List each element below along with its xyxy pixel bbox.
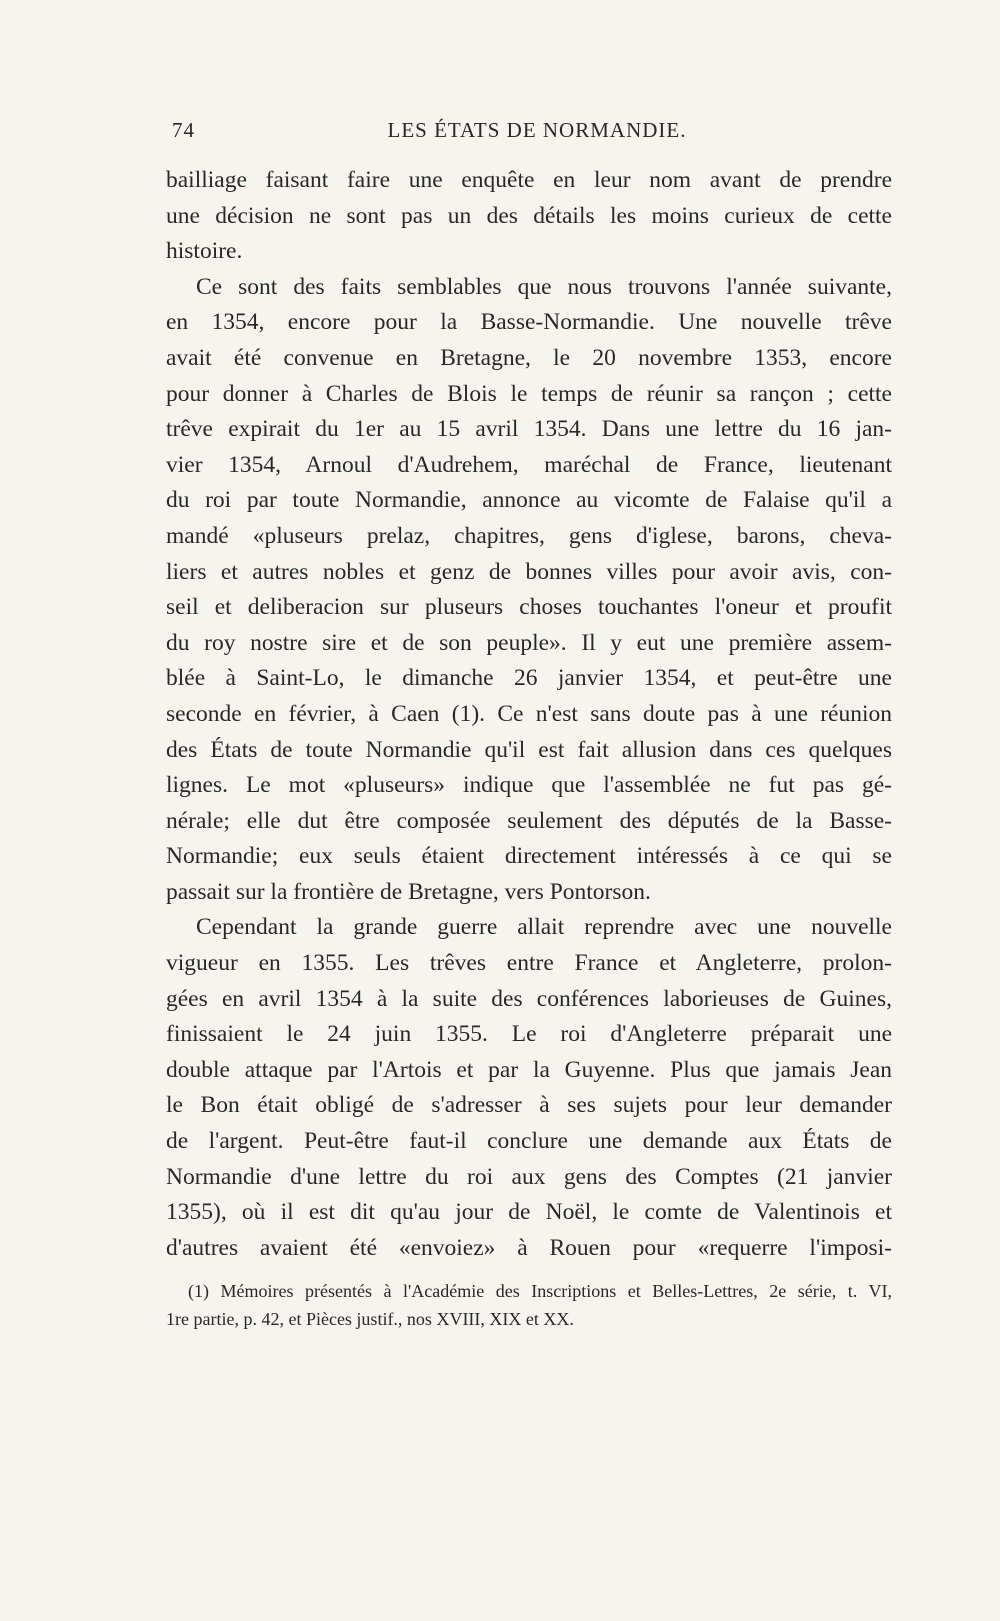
- text-line: Cependant la grande guerre allait reprendre avec une nouvelle: [196, 914, 892, 941]
- footnote-line: 1re partie, p. 42, et Pièces justif., nos XVIII, XIX et XX.: [166, 1309, 574, 1329]
- text-line: finissaient le 24 juin 1355. Le roi d'Angleterre préparait une: [166, 1021, 892, 1048]
- text-line: liers et autres nobles et genz de bonnes villes pour avoir avis, con-: [166, 558, 892, 585]
- text-line: lignes. Le mot «pluseurs» indique que l'assemblée ne fut pas gé-: [166, 772, 892, 799]
- text-line: Normandie d'une lettre du roi aux gens des Comptes (21 janvier: [166, 1163, 892, 1190]
- text-line: seconde en février, à Caen (1). Ce n'est sans doute pas à une réunion: [166, 700, 892, 727]
- text-line: avait été convenue en Bretagne, le 20 novembre 1353, encore: [166, 344, 892, 371]
- running-head: [168, 118, 906, 148]
- footnote-line: (1) Mémoires présentés à l'Académie des Inscriptions et Belles-Lettres, 2e série, t. VI,: [188, 1281, 892, 1301]
- text-line: 1355), où il est dit qu'au jour de Noël, le comte de Valentinois et: [166, 1199, 892, 1226]
- body-text: [166, 163, 892, 1266]
- running-title: LES ÉTATS DE NORMANDIE.: [387, 118, 687, 142]
- text-line: passait sur la frontière de Bretagne, vers Pontorson.: [166, 878, 651, 905]
- text-line: des États de toute Normandie qu'il est fait allusion dans ces quelques: [166, 736, 892, 763]
- text-line: pour donner à Charles de Blois le temps de réunir sa rançon ; cette: [166, 380, 892, 407]
- text-line: de l'argent. Peut-être faut-il conclure une demande aux États de: [166, 1128, 892, 1155]
- text-line: d'autres avaient été «envoiez» à Rouen pour «requerre l'imposi-: [166, 1234, 892, 1261]
- text-line: nérale; elle dut être composée seulement des députés de la Basse-: [166, 807, 892, 834]
- text-line: du roy nostre sire et de son peuple». Il y eut une première assem-: [166, 629, 892, 656]
- text-line: vier 1354, Arnoul d'Audrehem, maréchal de France, lieutenant: [166, 451, 892, 478]
- text-line: du roi par toute Normandie, annonce au vicomte de Falaise qu'il a: [166, 487, 892, 514]
- text-line: gées en avril 1354 à la suite des conférences laborieuses de Guines,: [166, 985, 892, 1012]
- text-line: en 1354, encore pour la Basse-Normandie. Une nouvelle trêve: [166, 309, 892, 336]
- footnotes: [166, 1277, 892, 1333]
- text-line: histoire.: [166, 238, 243, 265]
- text-line: trêve expirait du 1er au 15 avril 1354. Dans une lettre du 16 jan-: [166, 416, 892, 443]
- text-line: blée à Saint-Lo, le dimanche 26 janvier 1354, et peut-être une: [166, 665, 892, 692]
- text-line: double attaque par l'Artois et par la Guyenne. Plus que jamais Jean: [166, 1056, 892, 1083]
- text-line: le Bon était obligé de s'adresser à ses sujets pour leur demander: [166, 1092, 892, 1119]
- text-line: une décision ne sont pas un des détails les moins curieux de cette: [166, 202, 892, 229]
- text-line: Ce sont des faits semblables que nous trouvons l'année suivante,: [196, 273, 892, 300]
- text-line: vigueur en 1355. Les trêves entre France et Angleterre, prolon-: [166, 950, 892, 977]
- page-number: 74: [172, 118, 195, 142]
- text-line: bailliage faisant faire une enquête en leur nom avant de prendre: [166, 167, 892, 193]
- text-line: Normandie; eux seuls étaient directement intéressés à ce qui se: [166, 843, 892, 870]
- text-line: seil et deliberacion sur pluseurs choses touchantes l'oneur et proufit: [166, 594, 892, 621]
- text-line: mandé «pluseurs prelaz, chapitres, gens d'iglese, barons, cheva-: [166, 522, 892, 549]
